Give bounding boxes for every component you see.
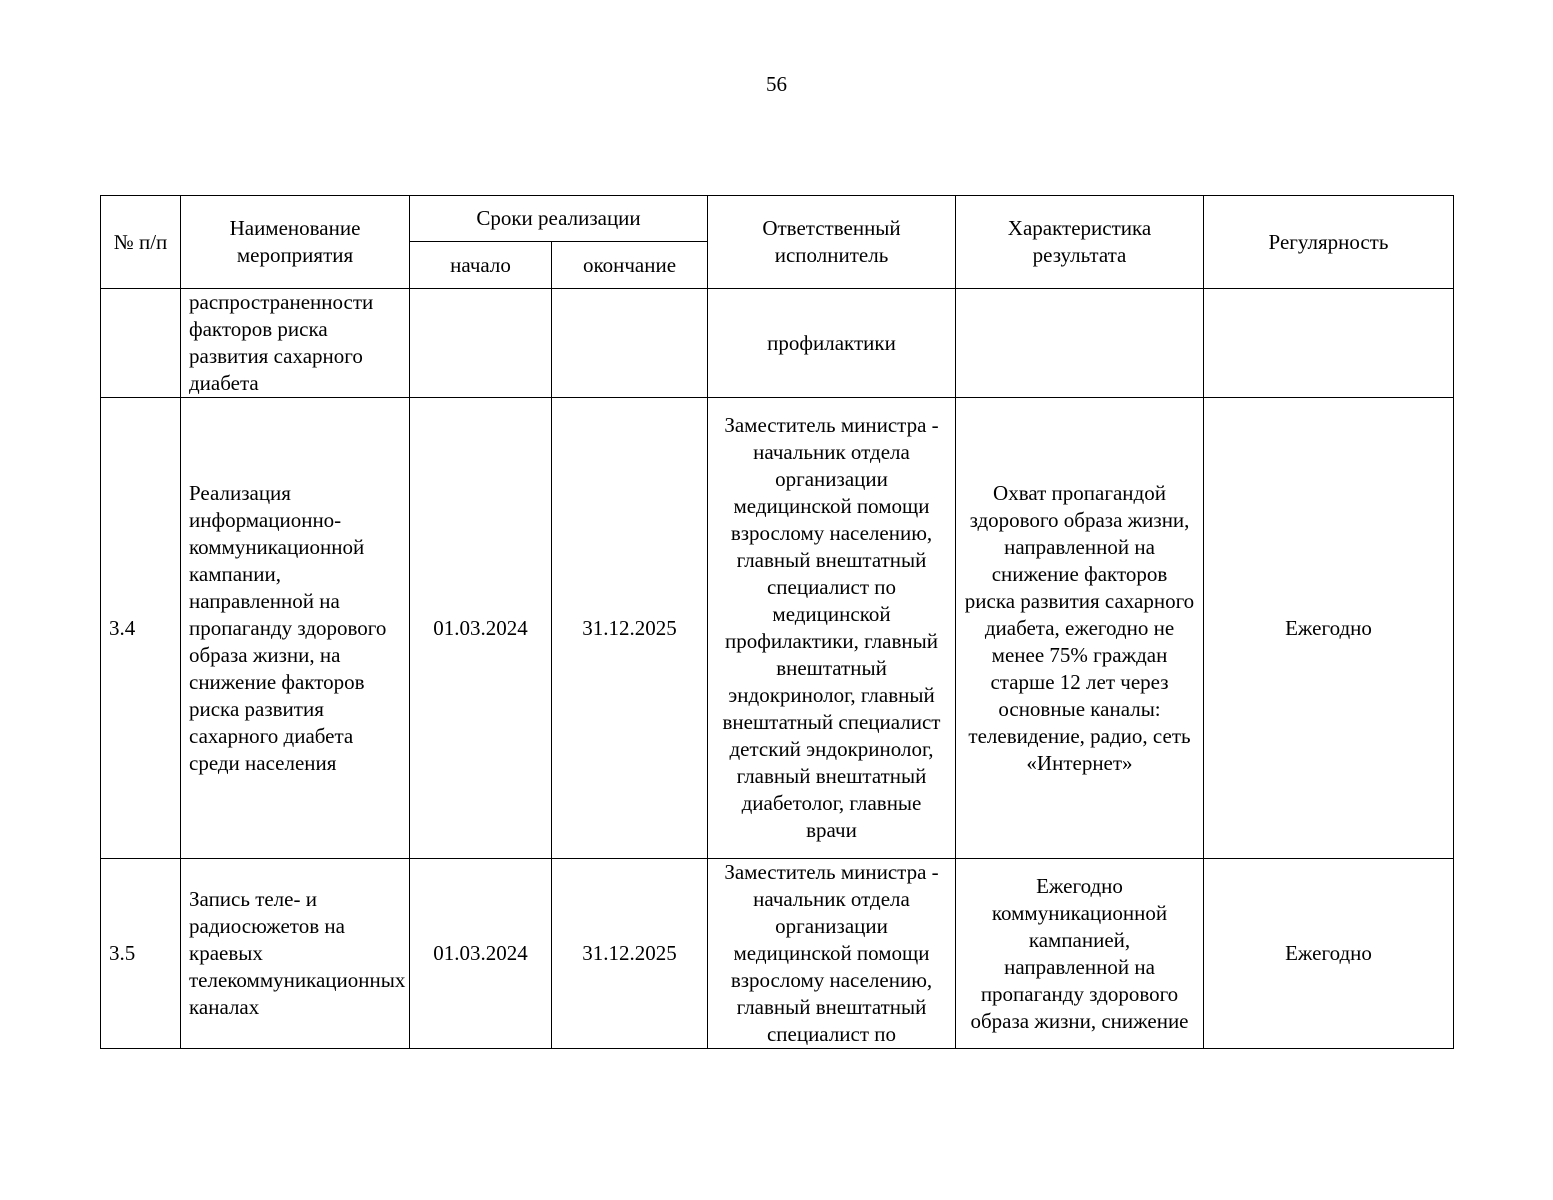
header-terms: Сроки реализации xyxy=(410,196,708,242)
row-num xyxy=(101,289,181,398)
row-result: Охват пропагандой здорового образа жизни, направленной на снижение факторов риска развития сахарного диабета, ежегодно не менее 75% граждан старше 12 лет через основные каналы: телевидение, радио, сеть «Интернет» xyxy=(956,398,1204,859)
header-num: № п/п xyxy=(101,196,181,289)
row-responsible: Заместитель министра - начальник отдела организации медицинской помощи взрослому населению, главный внештатный специалист по медицинской профилактики, главный внештатный эндокринолог, главный внештатный специалист детский эндокринолог, главный внештатный диабетолог, главные врачи xyxy=(708,398,956,859)
page-number: 56 xyxy=(766,72,787,96)
row-start: 01.03.2024 xyxy=(410,398,552,859)
table-row xyxy=(101,398,1454,859)
header-start: начало xyxy=(410,242,552,289)
header-regularity: Регулярность xyxy=(1204,196,1454,289)
row-result xyxy=(956,289,1204,398)
row-start: 01.03.2024 xyxy=(410,859,552,1049)
header-name: Наименование мероприятия xyxy=(181,196,410,289)
row-end: 31.12.2025 xyxy=(552,859,708,1049)
row-num: 3.5 xyxy=(101,859,181,1049)
header-row xyxy=(101,196,1454,242)
row-name: Реализация информационно-коммуникационной кампании, направленной на пропаганду здорового образа жизни, на снижение факторов риска развития сахарного диабета среди населения xyxy=(181,398,410,859)
row-name: распространенности факторов риска развития сахарного диабета xyxy=(181,289,410,398)
row-regularity: Ежегодно xyxy=(1204,398,1454,859)
header-end: окончание xyxy=(552,242,708,289)
row-regularity xyxy=(1204,289,1454,398)
row-end: 31.12.2025 xyxy=(552,398,708,859)
header-responsible: Ответственный исполнитель xyxy=(708,196,956,289)
row-result: Ежегодно коммуникационной кампанией, направленной на пропаганду здорового образа жизни, снижение xyxy=(956,859,1204,1049)
row-start xyxy=(410,289,552,398)
table-row xyxy=(101,289,1454,398)
row-end xyxy=(552,289,708,398)
table-row xyxy=(101,859,1454,1049)
row-name: Запись теле- и радиосюжетов на краевых телекоммуникационных каналах xyxy=(181,859,410,1049)
plan-table xyxy=(100,195,1454,1049)
row-responsible: Заместитель министра - начальник отдела организации медицинской помощи взрослому населению, главный внештатный специалист по xyxy=(708,859,956,1049)
row-num: 3.4 xyxy=(101,398,181,859)
header-result: Характеристика результата xyxy=(956,196,1204,289)
row-responsible: профилактики xyxy=(708,289,956,398)
row-regularity: Ежегодно xyxy=(1204,859,1454,1049)
